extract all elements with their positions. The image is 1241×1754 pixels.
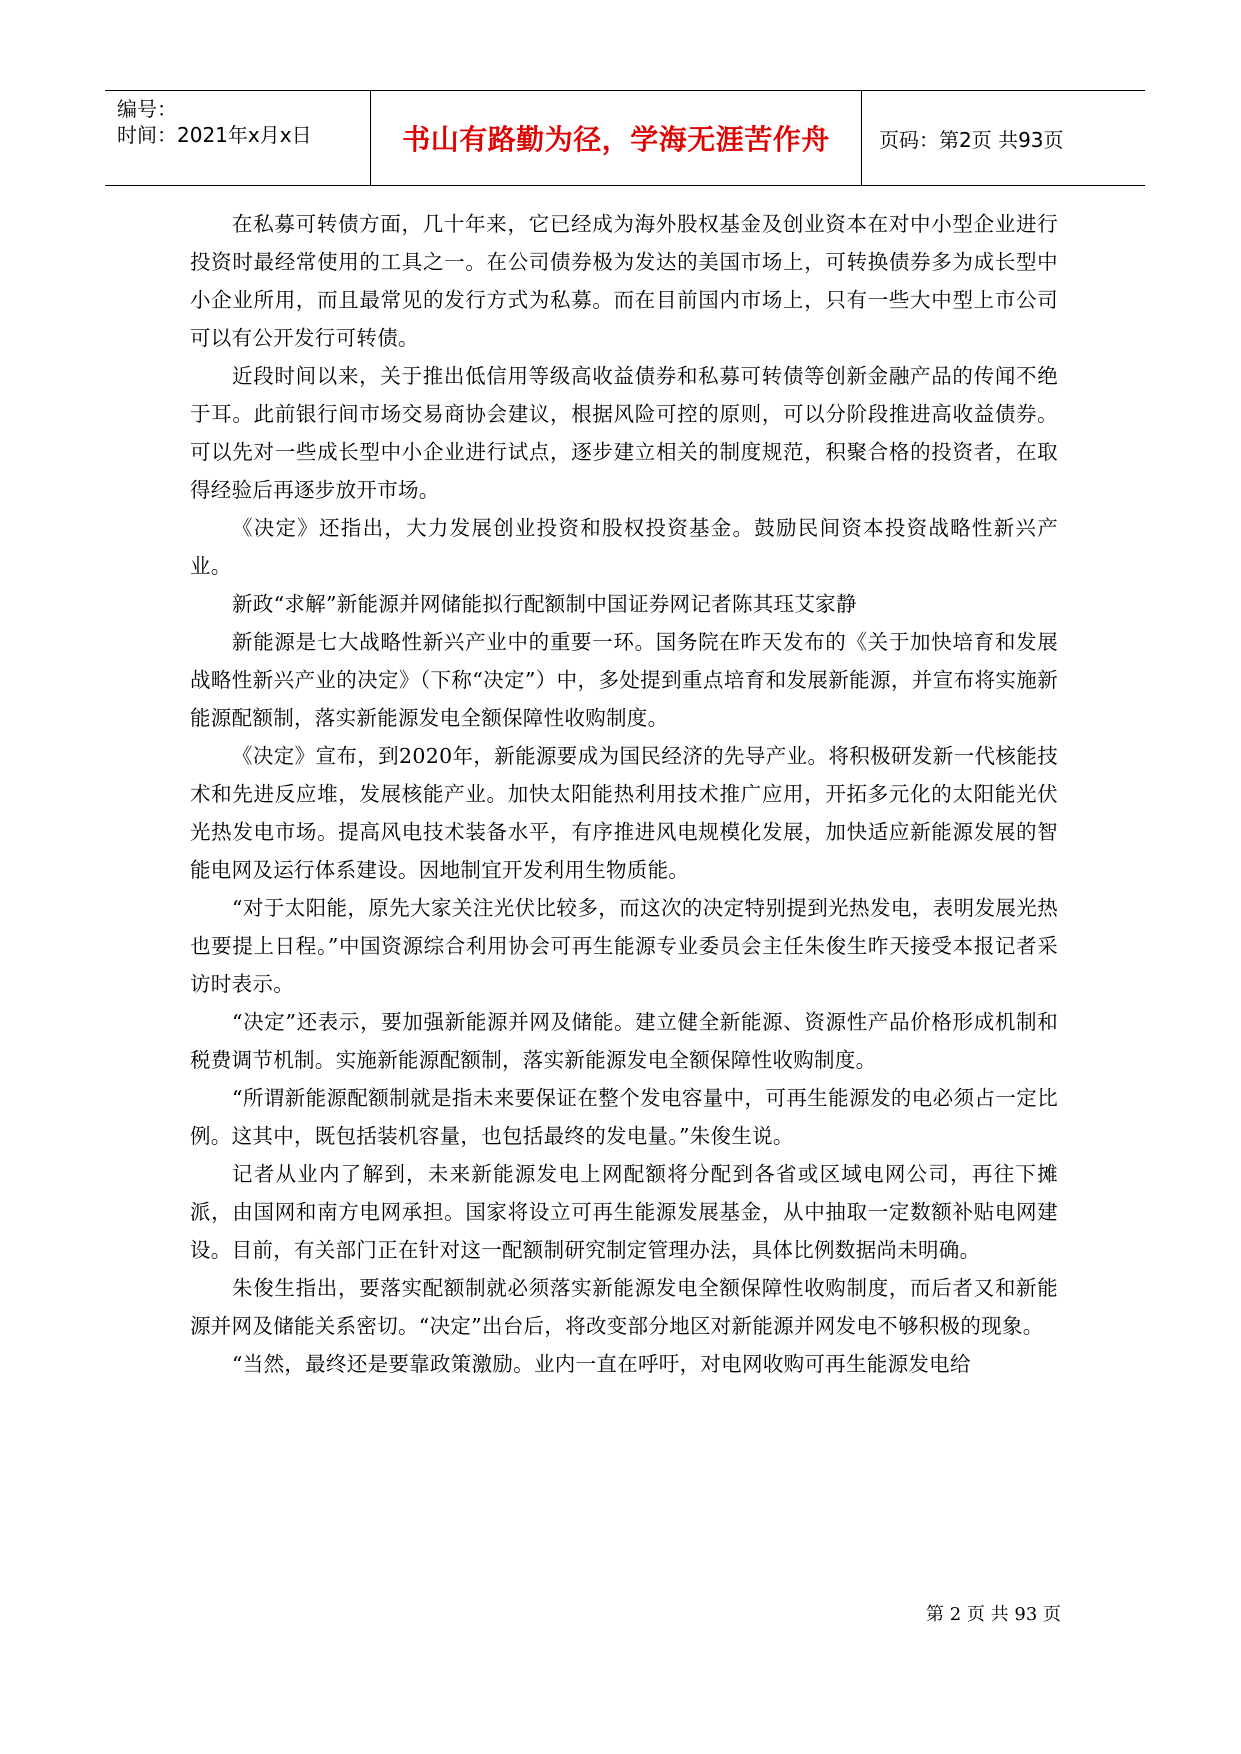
paragraph: 在私募可转债方面，几十年来，它已经成为海外股权基金及创业资本在对中小型企业进行投资时最经常使用的工具之一。在公司债券极为发达的美国市场上，可转换债券多为成长型中小企业所用，而且最常见的发行方式为私募。而在目前国内市场上，只有一些大中型上市公司可以有公开发行可转债。	[190, 212, 1058, 350]
page-footer: 第 2 页 共 93 页	[926, 1604, 1061, 1625]
paragraph: “决定”还表示，要加强新能源并网及储能。建立健全新能源、资源性产品价格形成机制和税费调节机制。实施新能源配额制，落实新能源发电全额保障性收购制度。	[190, 1010, 1058, 1072]
paragraph: 记者从业内了解到，未来新能源发电上网配额将分配到各省或区域电网公司，再往下摊派，由国网和南方电网承担。国家将设立可再生能源发展基金，从中抽取一定数额补贴电网建设。目前，有关部门正在针对这一配额制研究制定管理办法，具体比例数据尚未明确。	[190, 1162, 1058, 1262]
document-number-label: 编号：	[117, 97, 177, 121]
header-motto-cell	[370, 91, 862, 185]
paragraph: 《决定》宣布，到2020年，新能源要成为国民经济的先导产业。将积极研发新一代核能技术和先进反应堆，发展核能产业。加快太阳能热利用技术推广应用，开拓多元化的太阳能光伏光热发电市场。提高风电技术装备水平，有序推进风电规模化发展，加快适应新能源发展的智能电网及运行体系建设。因地制宜开发利用生物质能。	[190, 744, 1058, 882]
paragraph: 新能源是七大战略性新兴产业中的重要一环。国务院在昨天发布的《关于加快培育和发展战略性新兴产业的决定》（下称“决定”）中，多处提到重点培育和发展新能源，并宣布将实施新能源配额制，落实新能源发电全额保障性收购制度。	[190, 630, 1058, 730]
paragraph: 近段时间以来，关于推出低信用等级高收益债券和私募可转债等创新金融产品的传闻不绝于耳。此前银行间市场交易商协会建议，根据风险可控的原则，可以分阶段推进高收益债券。可以先对一些成长型中小企业进行试点，逐步建立相关的制度规范，积聚合格的投资者，在取得经验后再逐步放开市场。	[190, 364, 1058, 502]
header-meta	[105, 91, 370, 185]
paragraph: “当然，最终还是要靠政策激励。业内一直在呼吁，对电网收购可再生能源发电给	[232, 1352, 971, 1376]
paragraph: “所谓新能源配额制就是指未来要保证在整个发电容量中，可再生能源发的电必须占一定比例。这其中，既包括装机容量，也包括最终的发电量。”朱俊生说。	[190, 1086, 1058, 1148]
paragraph-headline: 新政“求解”新能源并网储能拟行配额制中国证券网记者陈其珏艾家静	[232, 592, 857, 616]
paragraph: 朱俊生指出，要落实配额制就必须落实新能源发电全额保障性收购制度，而后者又和新能源并网及储能关系密切。“决定”出台后，将改变部分地区对新能源并网发电不够积极的现象。	[190, 1276, 1058, 1338]
header-motto: 书山有路勤为径，学海无涯苦作舟	[402, 123, 830, 156]
paragraph: “对于太阳能，原先大家关注光伏比较多，而这次的决定特别提到光热发电，表明发展光热也要提上日程。”中国资源综合利用协会可再生能源专业委员会主任朱俊生昨天接受本报记者采访时表示。	[190, 896, 1058, 996]
header-page-info: 页码：第2页 共93页	[879, 127, 1064, 152]
header-page-cell	[862, 91, 1145, 185]
paragraph: 《决定》还指出，大力发展创业投资和股权投资基金。鼓励民间资本投资战略性新兴产业。	[190, 516, 1058, 578]
page-header	[105, 90, 1145, 186]
document-time-label: 时间：2021年x月x日	[117, 123, 312, 147]
article-body	[190, 205, 1058, 1383]
